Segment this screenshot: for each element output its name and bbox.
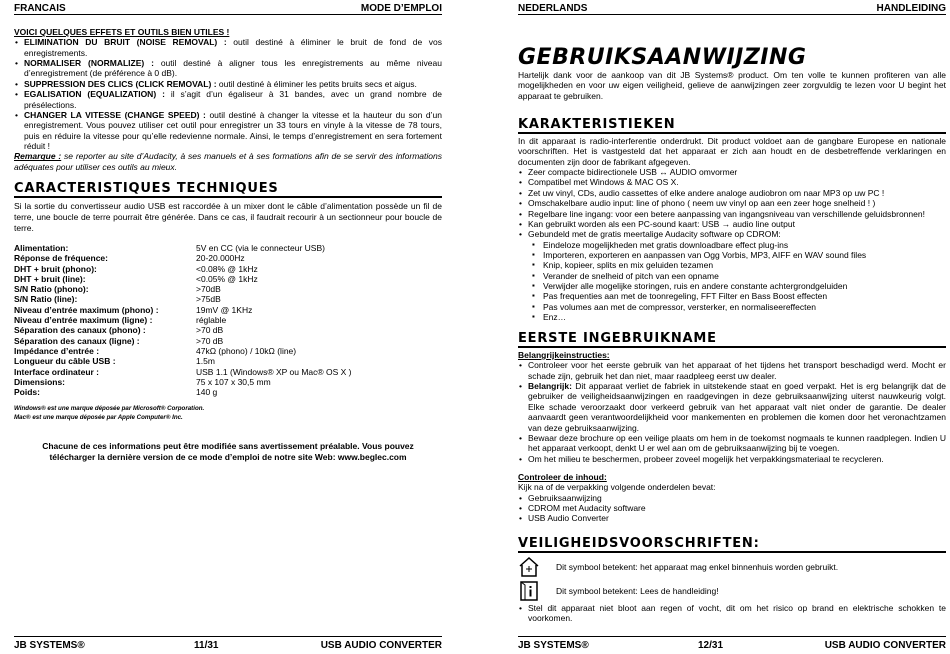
specs-table xyxy=(14,243,352,397)
effect-label: NORMALISER (NORMALIZE) : xyxy=(24,58,154,69)
spec-row xyxy=(14,274,352,284)
right-header-language: NEDERLANDS xyxy=(518,3,588,14)
spec-key: DHT + bruit (line): xyxy=(14,273,86,284)
right-page xyxy=(518,0,946,654)
audacity-features-list xyxy=(532,240,946,323)
manual-symbol-row xyxy=(518,580,946,602)
audacity-feature-item: ▪ Enz… xyxy=(532,312,946,322)
safety-section xyxy=(518,536,946,624)
effect-label: EGALISATION (EQUALIZATION) : xyxy=(24,89,165,100)
feature-item: • Compatibel met Windows & MAC OS X. xyxy=(518,177,946,187)
instruction-item xyxy=(518,433,946,454)
effect-text: outil destiné à changer la vitesse et la hauteur du son d’un enregistrement. Vous pouvez utiliser cet outil pour enregistrer un 33 tours en vinyle à la vitesse de 78 tours, puis en réduire la vitesse pour qu’elle redevienne normale. Ainsi, le temps d’enregistrement en sera fortement réduit ! xyxy=(24,109,442,151)
instruction-text: Controleer voor het eerste gebruik van het apparaat of het tijdens het transport beschadigd werd. Mocht er schade zijn, gebruik het dan niet, maar raadpleeg eerst uw dealer. xyxy=(528,360,946,381)
spec-value: 20-20.000Hz xyxy=(196,253,245,264)
right-header xyxy=(518,3,946,15)
left-footer-page: 11/31 xyxy=(194,640,219,651)
effect-text: outil destiné à éliminer le bruit de fond de vos enregistrements. xyxy=(24,37,442,58)
left-footer xyxy=(14,636,442,652)
intro-text: Hartelijk dank voor de aankoop van dit JB Systems® product. Om ten volle te kunnen profiteren van alle mogelijkheden en voor uw eigen veiligheid, gelieve de aanwijzingen zeer zorgvuldig te lezen voor U begint het apparaat te gebruiken. xyxy=(518,70,946,101)
spec-value: 1.5m xyxy=(196,356,215,367)
intro-section xyxy=(518,46,946,101)
spec-key: Niveau d’entrée maximum (ligne) : xyxy=(14,315,153,326)
spec-row xyxy=(14,315,352,325)
safety-item: • Stel dit apparaat niet bloot aan regen of vocht, dit om het risico op brand en elektrische schokken te voorkomen. xyxy=(518,603,946,624)
audacity-feature-item: ▪ Pas frequenties aan met de toonregeling, FFT Filter en Bass Boost effecten xyxy=(532,291,946,301)
features-intro: In dit apparaat is radio-interferentie onderdrukt. Dit product voldoet aan de gangbare Europese en nationale voorschriften. Het is vastgesteld dat het apparaat er zich aan houdt en de desbetreffende verklaringen en documenten zijn door de fabrikant afgegeven. xyxy=(518,136,946,167)
spec-key: S/N Ratio (line): xyxy=(14,294,78,305)
right-footer-product: USB AUDIO CONVERTER xyxy=(824,640,946,651)
effect-text: il s’agit d’un égaliseur à 31 bandes, avec un grand nombre de présélections. xyxy=(24,89,442,110)
spec-value: <0.05% @ 1kHz xyxy=(196,273,258,284)
indoor-symbol-row xyxy=(518,556,946,578)
spec-row xyxy=(14,294,352,304)
first-use-section xyxy=(518,331,946,464)
trademark-mac: Mac® est une marque déposée par Apple Computer® Inc. xyxy=(14,414,183,421)
spec-key: Poids: xyxy=(14,387,40,398)
specs-table-wrap xyxy=(14,243,442,397)
remark-text: se reporter au site d’Audacity, à ses manuels et à ses formations afin de se servir des informations adéquates pour utiliser ces outils au mieux. xyxy=(14,151,442,172)
house-icon xyxy=(518,556,540,578)
first-use-heading: EERSTE INGEBRUIKNAME xyxy=(518,331,946,348)
feature-item: • Gebundeld met de gratis meertalige Audacity software op CDROM: xyxy=(518,229,946,239)
audacity-feature-item: ▪ Verander de snelheid of pitch van een opname xyxy=(532,271,946,281)
spec-row xyxy=(14,336,352,346)
effects-heading: VOICI QUELQUES EFFETS ET OUTILS BIEN UTILES ! xyxy=(14,27,230,37)
effects-section xyxy=(14,27,442,172)
spec-row xyxy=(14,387,352,397)
spec-value: 75 x 107 x 30,5 mm xyxy=(196,376,271,387)
right-footer xyxy=(518,636,946,652)
effects-remark xyxy=(14,151,442,172)
safety-heading: VEILIGHEIDSVOORSCHRIFTEN: xyxy=(518,536,946,553)
effect-label: SUPPRESSION DES CLICS (CLICK REMOVAL) : xyxy=(24,78,217,89)
contents-intro: Kijk na of de verpakking volgende onderdelen bevat: xyxy=(518,482,716,493)
left-page xyxy=(14,0,442,654)
instruction-item xyxy=(518,360,946,381)
spec-row xyxy=(14,264,352,274)
spec-row xyxy=(14,243,352,253)
manual-symbol-text: Dit symbool betekent: Lees de handleiding! xyxy=(556,585,719,596)
spec-key: S/N Ratio (phono): xyxy=(14,284,89,295)
feature-item: • Regelbare line ingang: voor een betere aanpassing van ingangsniveau van verschillende geluidsbronnen! xyxy=(518,209,946,219)
effect-label: ELIMINATION DU BRUIT (NOISE REMOVAL) : xyxy=(24,37,227,48)
feature-item: • Zet uw vinyl, CDs, audio cassettes of elke andere analoge audiobron om naar MP3 op uw PC ! xyxy=(518,188,946,198)
spec-key: Séparation des canaux (ligne) : xyxy=(14,335,140,346)
effect-item xyxy=(14,110,442,151)
effect-item xyxy=(14,58,442,79)
audacity-feature-item: ▪ Pas volumes aan met de compressor, versterker, en normaliseereffecten xyxy=(532,302,946,312)
instruction-item xyxy=(518,454,946,464)
spec-value: 140 g xyxy=(196,387,218,398)
contents-section xyxy=(518,472,946,524)
left-header-title: MODE D’EMPLOI xyxy=(360,3,442,14)
spec-key: Réponse de fréquence: xyxy=(14,253,108,264)
spec-row xyxy=(14,346,352,356)
specs-heading: CARACTERISTIQUES TECHNIQUES xyxy=(14,181,442,198)
effect-item xyxy=(14,89,442,110)
right-footer-page: 12/31 xyxy=(698,640,724,651)
spec-row xyxy=(14,377,352,387)
instruction-text: Om het milieu te beschermen, probeer zoveel mogelijk het verpakkingsmateriaal te recycleren. xyxy=(528,453,884,464)
spec-row xyxy=(14,305,352,315)
spec-value: réglable xyxy=(196,315,227,326)
trademarks xyxy=(14,404,442,422)
audacity-feature-item: ▪ Importeren, exporteren en aanpassen van Ogg Vorbis, MP3, AIFF en WAV sound files xyxy=(532,250,946,260)
spec-key: Dimensions: xyxy=(14,376,66,387)
safety-list xyxy=(518,603,946,624)
effects-list xyxy=(14,37,442,151)
spec-row xyxy=(14,325,352,335)
effect-text: outil destiné à éliminer les petits bruits secs et aigus. xyxy=(218,78,417,89)
spec-value: >75dB xyxy=(196,294,221,305)
left-header-language: FRANCAIS xyxy=(14,3,66,14)
spec-row xyxy=(14,367,352,377)
instruction-label: Belangrijk: xyxy=(528,381,572,392)
spec-value: 47kΩ (phono) / 10kΩ (line) xyxy=(196,345,297,356)
spec-row xyxy=(14,284,352,294)
spec-value: 5V en CC (via le connecteur USB) xyxy=(196,243,325,253)
right-header-title: HANDLEIDING xyxy=(876,3,946,14)
spec-row xyxy=(14,356,352,366)
specs-intro: Si la sortie du convertisseur audio USB est raccordée à un mixer dont le câble d’alimentation possède un fil de terre, une boucle de terre pourrait être générée. Dans ce cas, il faudrait recourir à un sectionneur pour boucle de terre. xyxy=(14,201,442,233)
contents-label: Controleer de inhoud: xyxy=(518,472,607,482)
spec-key: Alimentation: xyxy=(14,243,69,253)
left-footer-product: USB AUDIO CONVERTER xyxy=(320,640,442,651)
audacity-feature-item: ▪ Verwijder alle mogelijke storingen, ruis en andere constante achtergrondgeluiden xyxy=(532,281,946,291)
instruction-text: Bewaar deze brochure op een veilige plaats om hem in de toekomst nogmaals te kunnen raadplegen. Indien U het apparaat verkoopt, denkt U er wel aan om de gebruiksaanwijzing bij te voegen. xyxy=(528,432,946,454)
indoor-symbol-text: Dit symbool betekent: het apparaat mag enkel binnenhuis worden gebruikt. xyxy=(556,561,839,572)
contents-item: • Gebruiksaanwijzing xyxy=(518,493,946,503)
effect-item xyxy=(14,37,442,58)
left-header xyxy=(14,3,442,15)
spec-value: >70 dB xyxy=(196,335,224,346)
spec-key: Niveau d’entrée maximum (phono) : xyxy=(14,304,159,315)
right-footer-brand: JB SYSTEMS® xyxy=(518,640,589,651)
instruction-item xyxy=(518,381,946,433)
remark-label: Remarque : xyxy=(14,151,62,162)
spec-key: Longueur du câble USB : xyxy=(14,356,116,367)
feature-item: • Omschakelbare audio input: line of phono ( neem uw vinyl op aan een zeer hoge snelheid ! ) xyxy=(518,198,946,208)
left-footer-brand: JB SYSTEMS® xyxy=(14,640,85,651)
effect-text: outil destiné à aligner tous les enregistrements au même niveau d’enregistrement (de préférence à 0 dB). xyxy=(24,58,442,79)
features-section xyxy=(518,117,946,322)
effect-item xyxy=(14,79,442,89)
spec-value: <0.08% @ 1kHz xyxy=(196,263,258,274)
spec-value: >70 dB xyxy=(196,325,224,336)
audacity-feature-item: ▪ Knip, kopieer, splits en mix geluiden tezamen xyxy=(532,260,946,270)
important-list xyxy=(518,360,946,464)
spec-value: >70dB xyxy=(196,284,221,295)
spec-key: DHT + bruit (phono): xyxy=(14,263,97,274)
feature-item: • Kan gebruikt worden als een PC-sound kaart: USB → audio line output xyxy=(518,219,946,229)
contents-item: • USB Audio Converter xyxy=(518,513,946,523)
feature-item: • Zeer compacte bidirectionele USB ↔ AUDIO omvormer xyxy=(518,167,946,177)
effect-label: CHANGER LA VITESSE (CHANGE SPEED) : xyxy=(24,109,206,120)
specs-section xyxy=(14,181,442,234)
spec-value: USB 1.1 (Windows® XP ou Mac® OS X ) xyxy=(196,366,352,377)
spec-value: 19mV @ 1KHz xyxy=(196,304,253,315)
features-heading: KARAKTERISTIEKEN xyxy=(518,117,946,134)
spec-key: Impédance d’entrée : xyxy=(14,345,100,356)
spec-key: Interface ordinateur : xyxy=(14,366,100,377)
instruction-text: Dit apparaat verliet de fabriek in uitstekende staat en goed verpakt. Het is erg belangrijk dat de gebruiker de veiligheidsaanwijzingen en raadgevingen in deze gebruiksaanwijzing uiterst nauwkeurig volgt. Elke schade veroorzaakt door verkeerd gebruik van het apparaat valt niet onder de garantie. De dealer aanvaardt geen verantwoordelijkheid voor mankementen en problemen die komen door het veronachtzamen van deze gebruiksaanwijzing. xyxy=(528,381,946,433)
contents-item: • CDROM met Audacity software xyxy=(518,503,946,513)
manual-title: GEBRUIKSAANWIJZING xyxy=(518,45,807,70)
audacity-feature-item: ▪ Eindeloze mogelijkheden met gratis downloadbare effect plug-ins xyxy=(532,240,946,250)
important-label: Belangrijkeinstructies: xyxy=(518,350,610,360)
contents-list xyxy=(518,493,946,524)
spec-key: Séparation des canaux (phono) : xyxy=(14,325,146,336)
trademark-windows: Windows® est une marque déposée par Microsoft® Corporation. xyxy=(14,405,205,412)
spec-row xyxy=(14,253,352,263)
disclaimer-note: Chacune de ces informations peut être modifiée sans avertissement préalable. Vous pouvez télécharger la dernière version de ce mode d’emploi de notre site Web: www.beglec.com xyxy=(42,441,414,462)
read-manual-icon xyxy=(518,580,540,602)
features-list xyxy=(518,167,946,240)
